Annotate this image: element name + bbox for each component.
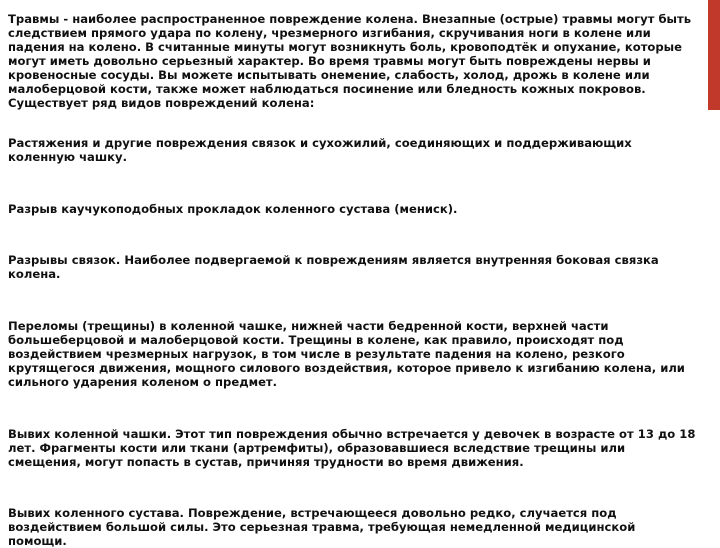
list-item-meniscus: Разрыв каучукоподобных прокладок коленного сустава (мениск). (8, 202, 458, 216)
list-item-fractures: Переломы (трещины) в коленной чашке, нижней части бедренной кости, верхней части большеберцовой и малоберцовой кости. Трещины в колене, как правило, происходят под воздействием чрезмерных нагрузок, в том числе в результате падения на колено, резкого крутящегося движения, мощного силового воздействия, которое привело к изгибанию колена, или сильного ударения коленом о предмет. (8, 319, 685, 389)
intro-paragraph: Травмы - наиболее распространенное повреждение колена. Внезапные (острые) травмы могут быть следствием прямого удара по колену, чрезмерного изгибания, скручивания ноги в колене или падения на колено. В считанные минуты могут возникнуть боль, кровоподтёк и опухание, которые могут иметь довольно серьезный характер. Во время травмы могут быть повреждены нервы и кровеносные сосуды. Вы можете испытывать онемение, слабость, холод, дрожь в колене или малоберцовой кости, также может наблюдаться посинение или бледность кожных покровов. Существует ряд видов повреждений колена: (8, 12, 692, 110)
list-item-kneecap-dislocation: Вывих коленной чашки. Этот тип повреждения обычно встречается у девочек в возрасте от 13 до 18 лет. Фрагменты кости или ткани (артремфиты), образовавшиеся вследствие трещины или смещения, могут попасть в сустав, причиняя трудности во время движения. (8, 427, 696, 469)
list-item-knee-joint-dislocation: Вывих коленного сустава. Повреждение, встречающееся довольно редко, случается под воздействием большой силы. Это серьезная травма, требующая немедленной медицинской помощи. (8, 506, 636, 548)
list-item-sprains: Растяжения и другие повреждения связок и сухожилий, соединяющих и поддерживающих коленную чашку. (8, 136, 632, 164)
list-item-ligament-tears: Разрывы связок. Наиболее подвергаемой к повреждениям является внутренняя боковая связка колена. (8, 253, 659, 281)
slide-content (8, 12, 698, 548)
accent-bar (708, 0, 720, 110)
